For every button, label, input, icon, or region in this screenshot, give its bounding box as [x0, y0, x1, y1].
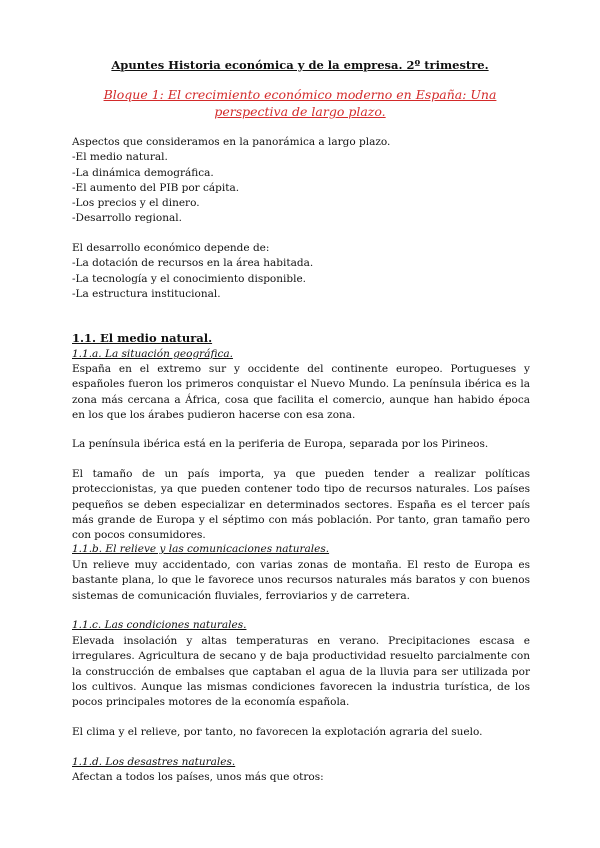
- paragraph-desastres: Afectan a todos los países, unos más que otros:: [72, 771, 324, 783]
- subsection-heading-condiciones: 1.1.c. Las condiciones naturales.: [72, 619, 247, 631]
- paragraph-situacion: España en el extremo sur y occidente del continente europeo. Portugueses y españoles fueron los primeros conquistar el Nuevo Mundo. La península ibérica es la zona más cercana a África, cosa que facilita el comercio, aunque han habido época en los que los árabes pudieron hacerse con esa zona.: [72, 363, 530, 421]
- list-item: -La tecnología y el conocimiento disponible.: [72, 272, 307, 285]
- list-item: -La dotación de recursos en la área habitada.: [72, 257, 314, 270]
- subsection-heading-desastres: 1.1.d. Los desastres naturales.: [72, 756, 236, 768]
- list-item: Aspectos que consideramos en la panorámica a largo plazo.: [72, 136, 391, 148]
- paragraph-clima: El clima y el relieve, por tanto, no favorecen la explotación agraria del suelo.: [72, 726, 483, 738]
- bloque-heading-line-1: Bloque 1: El crecimiento económico moderno en España: Una: [103, 87, 497, 102]
- subsection-heading-relieve: 1.1.b. El relieve y las comunicaciones naturales.: [72, 543, 330, 555]
- list-item: -La estructura institucional.: [72, 287, 221, 300]
- aspects-list: [72, 135, 530, 227]
- depends-list: [72, 241, 530, 302]
- subsection-heading-situacion: 1.1.a. La situación geográfica.: [72, 348, 233, 360]
- list-item: El desarrollo económico depende de:: [72, 242, 270, 254]
- list-item: -El aumento del PIB por cápita.: [72, 181, 240, 194]
- bloque-heading-line-2: perspectiva de largo plazo.: [214, 104, 386, 119]
- list-item: -La dinámica demográfica.: [72, 166, 214, 179]
- section-heading-medio-natural: 1.1. El medio natural.: [72, 331, 213, 345]
- paragraph-periferia: La península ibérica está en la periferia de Europa, separada por los Pirineos.: [72, 438, 489, 450]
- document-title: Apuntes Historia económica y de la empresa. 2º trimestre.: [111, 58, 489, 72]
- bloque-heading: [0, 86, 600, 120]
- list-item: -Desarrollo regional.: [72, 212, 182, 225]
- paragraph-tamano: El tamaño de un país importa, ya que pueden tender a realizar políticas proteccionistas, ya que pueden contener todo tipo de recursos naturales. Los países pequeños se deben especializar en determinados sectores. España es el tercer país más grande de Europa y el séptimo con más población. Por tanto, gran tamaño pero con pocos consumidores.: [72, 468, 530, 542]
- paragraph-condiciones: Elevada insolación y altas temperaturas en verano. Precipitaciones escasa e irregulares. Agricultura de secano y de baja productividad resuelto parcialmente con la construcción de embalses que captaban el agua de la lluvia para ser utilizada por los cultivos. Aunque las mismas condiciones favorecen la industria turística, de los pocos principales motores de la economía española.: [72, 635, 530, 709]
- list-item: -Los precios y el dinero.: [72, 197, 200, 210]
- paragraph-relieve: Un relieve muy accidentado, con varias zonas de montaña. El resto de Europa es bastante plana, lo que le favorece unos recursos naturales más baratos y con buenos sistemas de comunicación fluviales, ferroviarios y de carretera.: [72, 559, 530, 602]
- list-item: -El medio natural.: [72, 151, 168, 164]
